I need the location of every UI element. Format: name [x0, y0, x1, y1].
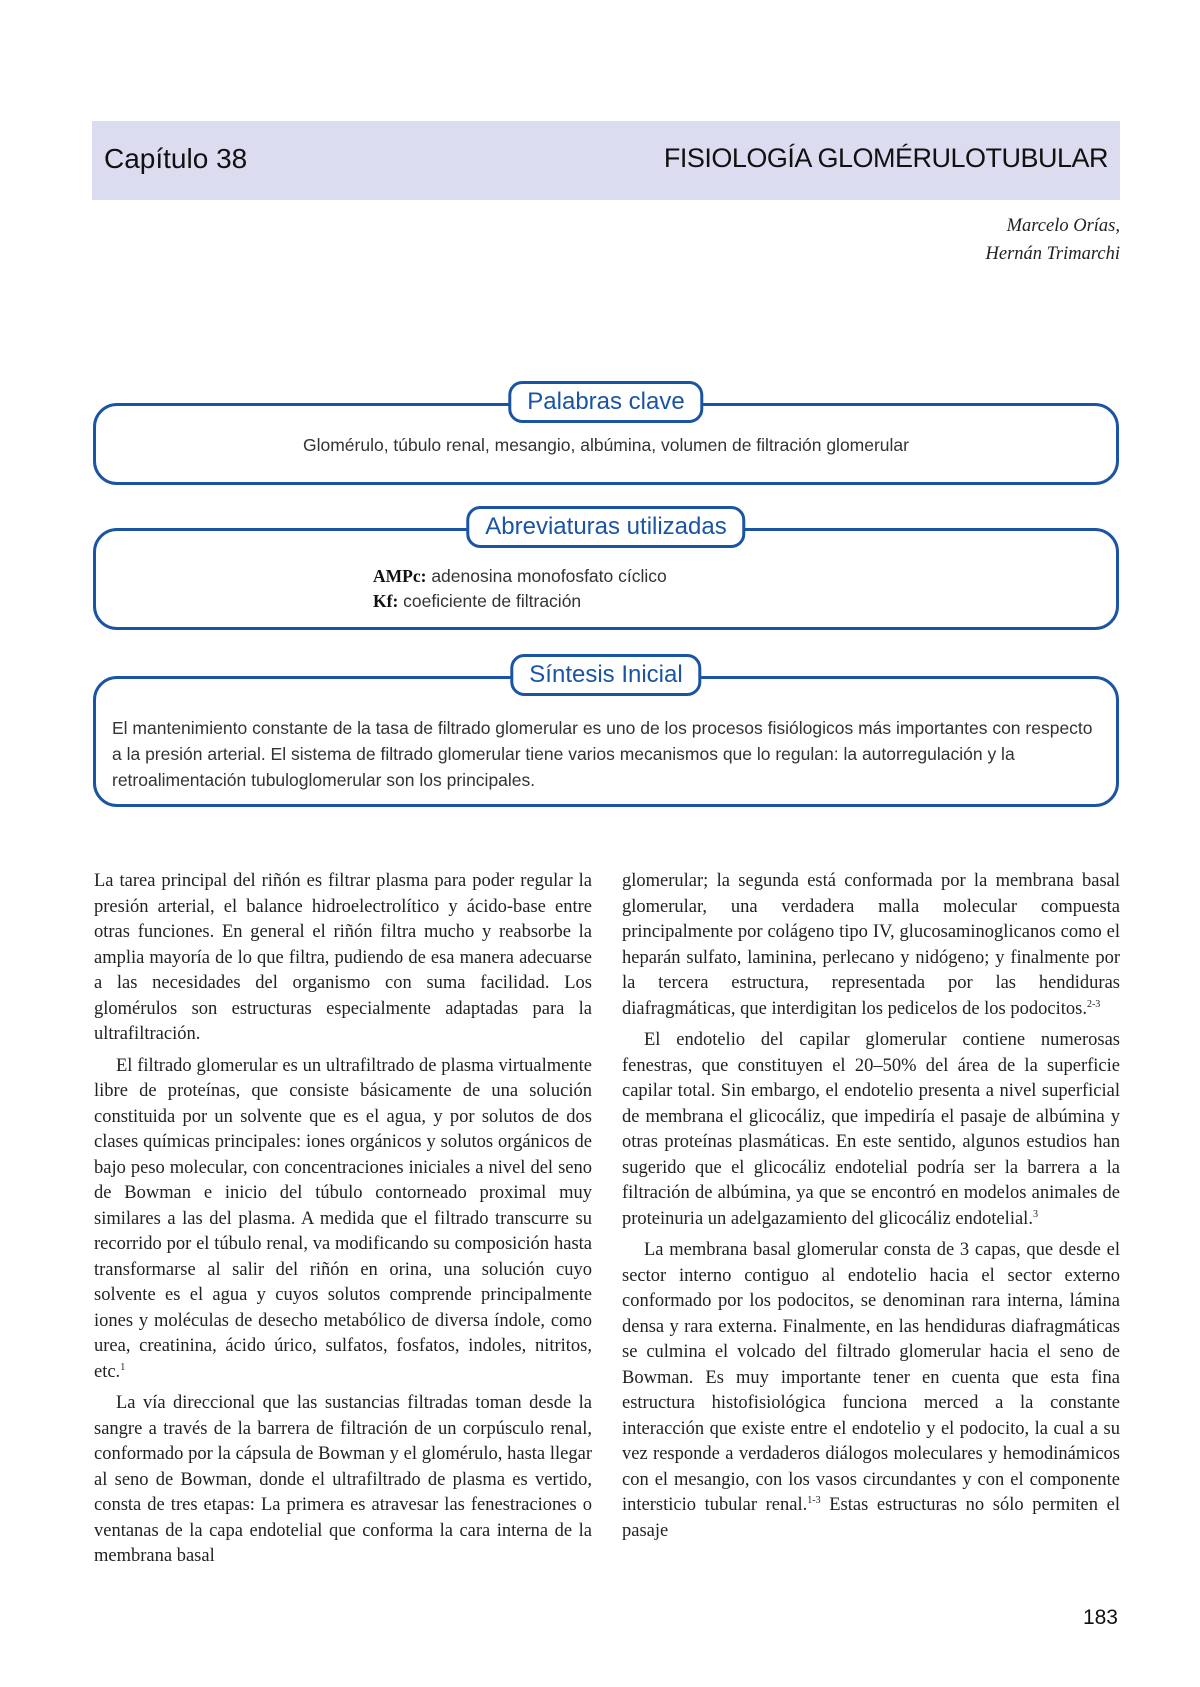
- abbreviations-title: Abreviaturas utilizadas: [466, 506, 745, 548]
- chapter-number: Capítulo 38: [104, 143, 248, 174]
- citation-ref: 2-3: [1086, 998, 1101, 1010]
- abbreviation-item: [373, 589, 667, 614]
- abbreviation-term: AMPc:: [373, 566, 427, 586]
- paragraph-text: glomerular; la segunda está conformada por la membrana basal glomerular, una verdadera malla molecular compuesta principalmente por colágeno tipo IV, glucosaminoglicanos como el heparán sulfato, laminina, perlecano y nidógeno; y finalmente por la tercera estructura, representada por las hendiduras diafragmáticas, que interdigitan los pedicelos de los podocitos.: [622, 871, 1120, 1019]
- synthesis-text: El mantenimiento constante de la tasa de filtrado glomerular es uno de los procesos fisiólogicos más importantes con respecto a la presión arterial. El sistema de filtrado glomerular tiene varios mecanismos que lo regulan: la autorregulación y la retroalimentación tubuloglomerular son los principales.: [112, 718, 1093, 790]
- abbreviation-item: [373, 564, 667, 589]
- paragraph-text: Estas estructuras no sólo permiten el pasaje: [622, 1495, 1120, 1541]
- page-number: 183: [1082, 1606, 1118, 1629]
- paragraph: [94, 869, 592, 1048]
- paragraph: [622, 1028, 1120, 1232]
- abbreviation-definition: adenosina monofosfato cíclico: [426, 566, 667, 586]
- paragraph-text: El endotelio del capilar glomerular contiene numerosas fenestras, que constituyen el 20–50% del área de la superficie capilar total. Sin embargo, el endotelio presenta a nivel superficial de membrana el glicocáliz, que impediría el pasaje de albúmina y otras proteínas plasmáticas. En este sentido, algunos estudios han sugerido que el glicocáliz endotelial podría ser la barrera a la filtración de albúmina, ya que se encontró en modelos animales de proteinuria un adelgazamiento del glicocáliz endotelial.: [622, 1030, 1120, 1229]
- abbreviations-list: [373, 564, 667, 614]
- chapter-title: FISIOLOGÍA GLOMÉRULOTUBULAR: [663, 143, 1108, 173]
- paragraph: [94, 1391, 592, 1570]
- citation-ref: 1: [120, 1361, 126, 1373]
- right-column: [622, 869, 1120, 1550]
- synthesis-box: [93, 661, 1119, 807]
- paragraph-text: La tarea principal del riñón es filtrar plasma para poder regular la presión arterial, el balance hidroelectrolítico y ácido-base entre otras funciones. En general el riñón filtra mucho y reabsorbe la amplia mayoría de lo que filtra, pudiendo de esa manera adecuarse a las necesidades del organismo con suma facilidad. Los glomérulos son estructuras especialmente adaptadas para la ultrafiltración.: [94, 871, 592, 1044]
- paragraph: [622, 869, 1120, 1022]
- keywords-title: Palabras clave: [508, 381, 703, 423]
- abbreviations-box: [93, 513, 1119, 630]
- author-2: Hernán Trimarchi: [985, 244, 1120, 264]
- paragraph-text: La membrana basal glomerular consta de 3 capas, que desde el sector interno contiguo al endotelio hacia el sector externo conformado por los podocitos, se denominan rara interna, lámina densa y rara externa. Finalmente, en las hendiduras diafragmáticas se culmina el volcado del filtrado glomerular hacia el seno de Bowman. Es muy importante tener en cuenta que esta fina estructura histofisiológica funciona merced a la constante interacción que existe entre el endotelio y el podocito, la cual a su vez responde a verdaderos diálogos moleculares y hemodinámicos con el mesangio, con los vasos circundantes y con el componente intersticio tubular renal.: [622, 1240, 1120, 1515]
- chapter-header: [92, 121, 1120, 200]
- keywords-box: [93, 388, 1119, 485]
- paragraph: [622, 1238, 1120, 1544]
- synthesis-title: Síntesis Inicial: [510, 654, 701, 696]
- paragraph-text: El filtrado glomerular es un ultrafiltrado de plasma virtualmente libre de proteínas, que consiste básicamente de una solución constituida por un solvente que es el agua, y por solutos de dos clases químicas principales: iones orgánicos y solutos orgánicos de bajo peso molecular, con concentraciones iniciales a nivel del seno de Bowman e inicio del túbulo contorneado proximal muy similares a las del plasma. A medida que el filtrado transcurre su recorrido por el túbulo renal, va modificando su composición hasta transformarse al salir del riñón en orina, una solución cuyo solvente es el agua y cuyos solutos comprende principalmente iones y moléculas de desecho metabólico de diversa índole, como urea, creatinina, ácido úrico, sulfatos, fosfatos, indoles, nitritos, etc.: [94, 1055, 592, 1382]
- paragraph: [94, 1054, 592, 1386]
- keywords-text: Glomérulo, túbulo renal, mesangio, albúmina, volumen de filtración glomerular: [302, 435, 909, 455]
- authors: [986, 212, 1120, 268]
- citation-ref: 3: [1032, 1208, 1038, 1220]
- paragraph-text: La vía direccional que las sustancias filtradas toman desde la sangre a través de la barrera de filtración de un corpúsculo renal, conformado por la cápsula de Bowman y el glomérulo, hasta llegar al seno de Bowman, donde el ultrafiltrado de plasma es vertido, consta de tres etapas: La primera es atravesar las fenestraciones o ventanas de la capa endotelial que conforma la cara interna de la membrana basal: [94, 1393, 592, 1566]
- citation-ref: 1-3: [807, 1494, 821, 1506]
- author-1: Marcelo Orías,: [1006, 216, 1120, 236]
- left-column: [94, 869, 592, 1576]
- abbreviation-definition: coeficiente de filtración: [398, 591, 582, 611]
- abbreviation-term: Kf:: [373, 591, 399, 611]
